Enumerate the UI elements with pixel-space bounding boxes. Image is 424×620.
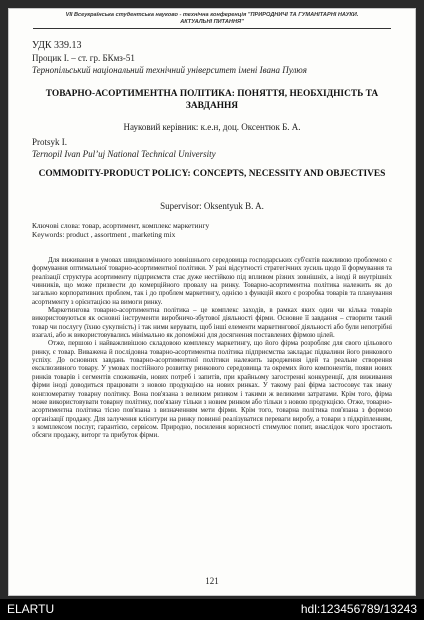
- affiliation-en: Ternopil Ivan Pul’uj National Technical University: [32, 149, 216, 159]
- handle-id: hdl:123456789/13243: [300, 602, 417, 616]
- conference-header: [33, 12, 391, 25]
- keywords-en: Keywords: product , assortment , marketing mix: [32, 230, 176, 239]
- article-body: [32, 257, 392, 441]
- supervisor-ua: Науковий керівник: к.е.н, доц. Оксентюк Б. А.: [123, 122, 301, 132]
- author-en: Protsyk I.: [32, 137, 68, 147]
- conference-header-line1: VII Всеукраїнська студентська науково - технічна конференція "ПРИРОДНИЧІ ТА ГУМАНІТАРНІ НАУКИ.: [65, 12, 359, 18]
- page-number: 121: [205, 576, 219, 586]
- title-en: COMMODITY-PRODUCT POLICY: CONCEPTS, NECESSITY AND OBJECTIVES: [38, 169, 386, 179]
- document-page: [9, 9, 415, 595]
- author-ua: Процик І. – ст. гр. БКмз-51: [32, 53, 135, 63]
- title-ua: ТОВАРНО-АСОРТИМЕНТНА ПОЛІТИКА: ПОНЯТТЯ, НЕОБХІДНІСТЬ ТА ЗАВДАННЯ: [45, 89, 379, 111]
- repository-name: ELARTU: [7, 602, 55, 616]
- udc-code: УДК 339.13: [32, 40, 82, 51]
- paragraph: Отже, першою і найважливішою складовою комплексу маркетингу, що його фірма розробляє для свого цільового ринку, є товар. Виважена й послідовна товарно-асортиментна політика підприємства закладає підвалини його ринкового успіху. До основних завдань товарно-асортиментної політики належить зародження ідей та реальне створення ексклюзивного товару. У умовах постійного розвитку ринкового середовища та окремих його компонентів, появи нових ринків товарів і сегментів споживачів, нових потреб і запитів, при крайньому загостренні конкуренції, для виживання фірми іноді доводиться працювати з новою продукцією на нових ринках. У такому разі фірма застосовує так звану конгломератну товарну політику. Вона пов'язана з великим ризиком і такими ж великими затратами. Крім того, фірма може використовувати товарну політику, пов'язану тільки з новим ринком або тільки з новою продукцією. Отже, товарно-асортиментна політика тісно пов'язана з визначенням мети фірми. Крім того, товарна політика пов'язана з формою організації продажу. Для залучення клієнтури на ринку повинні реалізуватися переваги виробу, а товари з підкріпленням, з комплексом послуг, гарантією, сервісом. Природно, посилення корисності стимулює попит, внаслідок чого зростають обсяги продажу, виторг та прибуток фірми.: [32, 340, 392, 440]
- header-rule: [33, 28, 391, 29]
- paragraph: Для виживання в умовах швидкозмінного зовнішнього середовища господарських суб'єктів важливою проблемою є формування оптимальної товарно-асортиментної політики. У разі відсутності стратегічних зусиль щодо її формування та реалізації структура асортименту підприємств стає дуже нестійкою під впливом різних зовнішніх, а іноді й внутрішніх чинників, що може призвести до комерційного провалу на ринку. Товарно-асортиментна політика належить як до загально корпоративних проблем, так і до проблем маркетингу, однією з функцій якого є розробка товарів та планування асортименту з орієнтацією на вимоги ринку.: [32, 257, 392, 306]
- keywords-ua: Ключові слова: товар, асортимент, комплекс маркетингу: [32, 221, 210, 230]
- affiliation-ua: Тернопільський національний технічний університет імені Івана Пулюя: [32, 65, 307, 75]
- repository-footer: [0, 599, 424, 620]
- supervisor-en: Supervisor: Oksentyuk B. A.: [160, 201, 264, 211]
- conference-header-line2: АКТУАЛЬНІ ПИТАННЯ": [180, 18, 244, 25]
- paragraph: Маркетингова товарно-асортиментна політика – це комплекс заходів, в рамках яких один чи кілька товарів використовуються як основні інструменти виробничо-збутової діяльності фірми. Основне її завдання – створити такий товар чи послугу (їхню сукупність) і так ними керувати, щоб інші елементи маркетингової діяльності або були непотрібні взагалі, або ж використовувались мінімально як допоміжні для досягнення поставлених фірмою цілей.: [32, 307, 392, 340]
